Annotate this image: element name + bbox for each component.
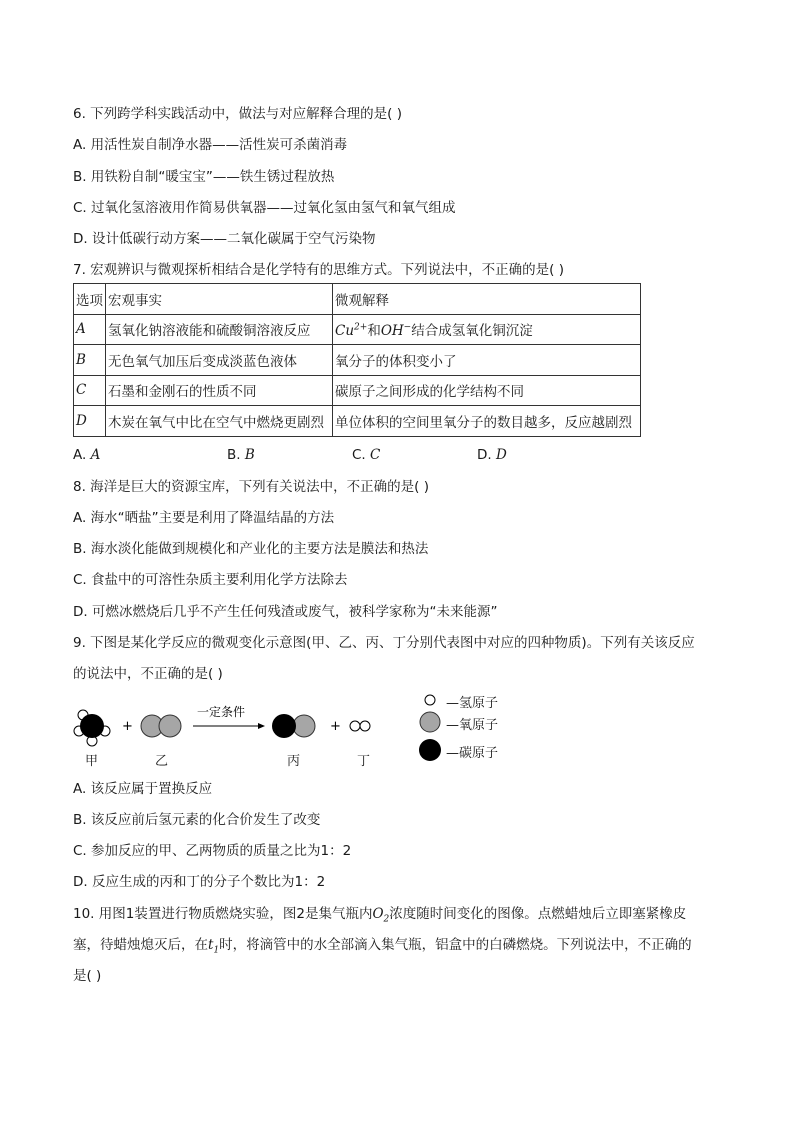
q7-option-c[interactable]: C. C bbox=[352, 447, 381, 463]
reaction-diagram bbox=[70, 688, 510, 774]
q7-table bbox=[73, 283, 641, 437]
q9-option-c[interactable]: C. 参加反应的甲、乙两物质的质量之比为1：2 bbox=[73, 843, 352, 859]
hydrogen-atom-icon bbox=[360, 721, 370, 731]
q8-option-d[interactable]: D. 可燃冰燃烧后几乎不产生任何残渣或废气，被科学家称为“未来能源” bbox=[73, 604, 498, 620]
q7-option-a[interactable]: A. A bbox=[73, 447, 101, 463]
header-micro: 微观解释 bbox=[333, 284, 641, 315]
oxygen-atom-icon bbox=[159, 715, 181, 737]
q6-stem: 6. 下列跨学科实践活动中，做法与对应解释合理的是( ) bbox=[73, 106, 402, 122]
table-row bbox=[74, 406, 641, 437]
row-key: C bbox=[74, 375, 106, 406]
row-macro: 石墨和金刚石的性质不同 bbox=[106, 375, 333, 406]
row-micro: 单位体积的空间里氧分子的数目越多，反应越剧烈 bbox=[333, 406, 641, 437]
molecule-bing bbox=[272, 714, 315, 738]
q8-option-a[interactable]: A. 海水“晒盐”主要是利用了降温结晶的方法 bbox=[73, 510, 335, 526]
plus-sign: + bbox=[122, 719, 133, 734]
row-micro: 氧分子的体积变小了 bbox=[333, 345, 641, 376]
q8-option-c[interactable]: C. 食盐中的可溶性杂质主要利用化学方法除去 bbox=[73, 572, 348, 588]
q7-option-b[interactable]: B. B bbox=[227, 447, 255, 463]
legend-carbon-label: —碳原子 bbox=[446, 746, 499, 761]
row-macro: 氢氧化钠溶液能和硫酸铜溶液反应 bbox=[106, 314, 333, 345]
row-key: A bbox=[74, 314, 106, 345]
table-row bbox=[74, 375, 641, 406]
molecule-ding bbox=[350, 721, 370, 731]
q9-stem-line1: 9. 下图是某化学反应的微观变化示意图(甲、乙、丙、丁分别代表图中对应的四种物质)。下列有关该反应 bbox=[73, 635, 695, 651]
legend-carbon-icon bbox=[419, 739, 441, 761]
q10-stem-line1: 10. 用图1装置进行物质燃烧实验，图2是集气瓶内$O_2$浓度随时间变化的图像。点燃蜡烛后立即塞紧橡皮 bbox=[73, 906, 687, 925]
molecule-yi bbox=[141, 715, 181, 737]
header-macro: 宏观事实 bbox=[106, 284, 333, 315]
q9-option-d[interactable]: D. 反应生成的丙和丁的分子个数比为1：2 bbox=[73, 874, 326, 890]
table-row bbox=[74, 345, 641, 376]
arrow-head-icon bbox=[258, 723, 265, 729]
q9-option-a[interactable]: A. 该反应属于置换反应 bbox=[73, 781, 213, 797]
table-header-row bbox=[74, 284, 641, 315]
legend-oxygen-icon bbox=[420, 712, 440, 732]
q8-stem: 8. 海洋是巨大的资源宝库，下列有关说法中，不正确的是( ) bbox=[73, 479, 429, 495]
row-macro: 无色氧气加压后变成淡蓝色液体 bbox=[106, 345, 333, 376]
row-key: B bbox=[74, 345, 106, 376]
hydrogen-atom-icon bbox=[350, 721, 360, 731]
q10-stem-line2: 塞，待蜡烛熄灭后，在$t_1$时，将滴管中的水全部滴入集气瓶，铝盒中的白磷燃烧。下列说法中，不正确的 bbox=[73, 937, 692, 956]
q7-option-d[interactable]: D. D bbox=[477, 447, 507, 463]
label-yi: 乙 bbox=[155, 754, 169, 769]
q10-stem-line3: 是( ) bbox=[73, 968, 102, 984]
q6-option-c[interactable]: C. 过氧化氢溶液用作简易供氧器——过氧化氢由氢气和氧气组成 bbox=[73, 200, 456, 216]
row-micro: $Cu^{2+}$和OH−结合成氢氧化铜沉淀 bbox=[333, 314, 641, 345]
q9-option-b[interactable]: B. 该反应前后氢元素的化合价发生了改变 bbox=[73, 812, 321, 828]
legend-oxygen-label: —氧原子 bbox=[446, 718, 499, 733]
q9-stem-line2: 的说法中，不正确的是( ) bbox=[73, 666, 223, 682]
carbon-atom-icon bbox=[80, 714, 104, 738]
label-jia: 甲 bbox=[85, 754, 99, 769]
carbon-atom-icon bbox=[272, 714, 296, 738]
legend-hydrogen-label: —氢原子 bbox=[446, 696, 499, 711]
plus-sign: + bbox=[330, 719, 341, 734]
row-micro: 碳原子之间形成的化学结构不同 bbox=[333, 375, 641, 406]
legend-hydrogen-icon bbox=[425, 695, 435, 705]
table-row bbox=[74, 314, 641, 345]
molecule-jia bbox=[74, 710, 110, 746]
q6-option-d[interactable]: D. 设计低碳行动方案——二氧化碳属于空气污染物 bbox=[73, 231, 376, 247]
label-bing: 丙 bbox=[287, 754, 301, 769]
reaction-condition: 一定条件 bbox=[197, 705, 246, 719]
q6-option-b[interactable]: B. 用铁粉自制“暖宝宝”——铁生锈过程放热 bbox=[73, 169, 335, 185]
header-option: 选项 bbox=[74, 284, 106, 315]
q6-option-a[interactable]: A. 用活性炭自制净水器——活性炭可杀菌消毒 bbox=[73, 137, 348, 153]
q7-stem: 7. 宏观辨识与微观探析相结合是化学特有的思维方式。下列说法中，不正确的是( ) bbox=[73, 262, 564, 278]
row-key: D bbox=[74, 406, 106, 437]
label-ding: 丁 bbox=[357, 754, 371, 769]
oxygen-atom-icon bbox=[293, 715, 315, 737]
row-macro: 木炭在氧气中比在空气中燃烧更剧烈 bbox=[106, 406, 333, 437]
q8-option-b[interactable]: B. 海水淡化能做到规模化和产业化的主要方法是膜法和热法 bbox=[73, 541, 429, 557]
